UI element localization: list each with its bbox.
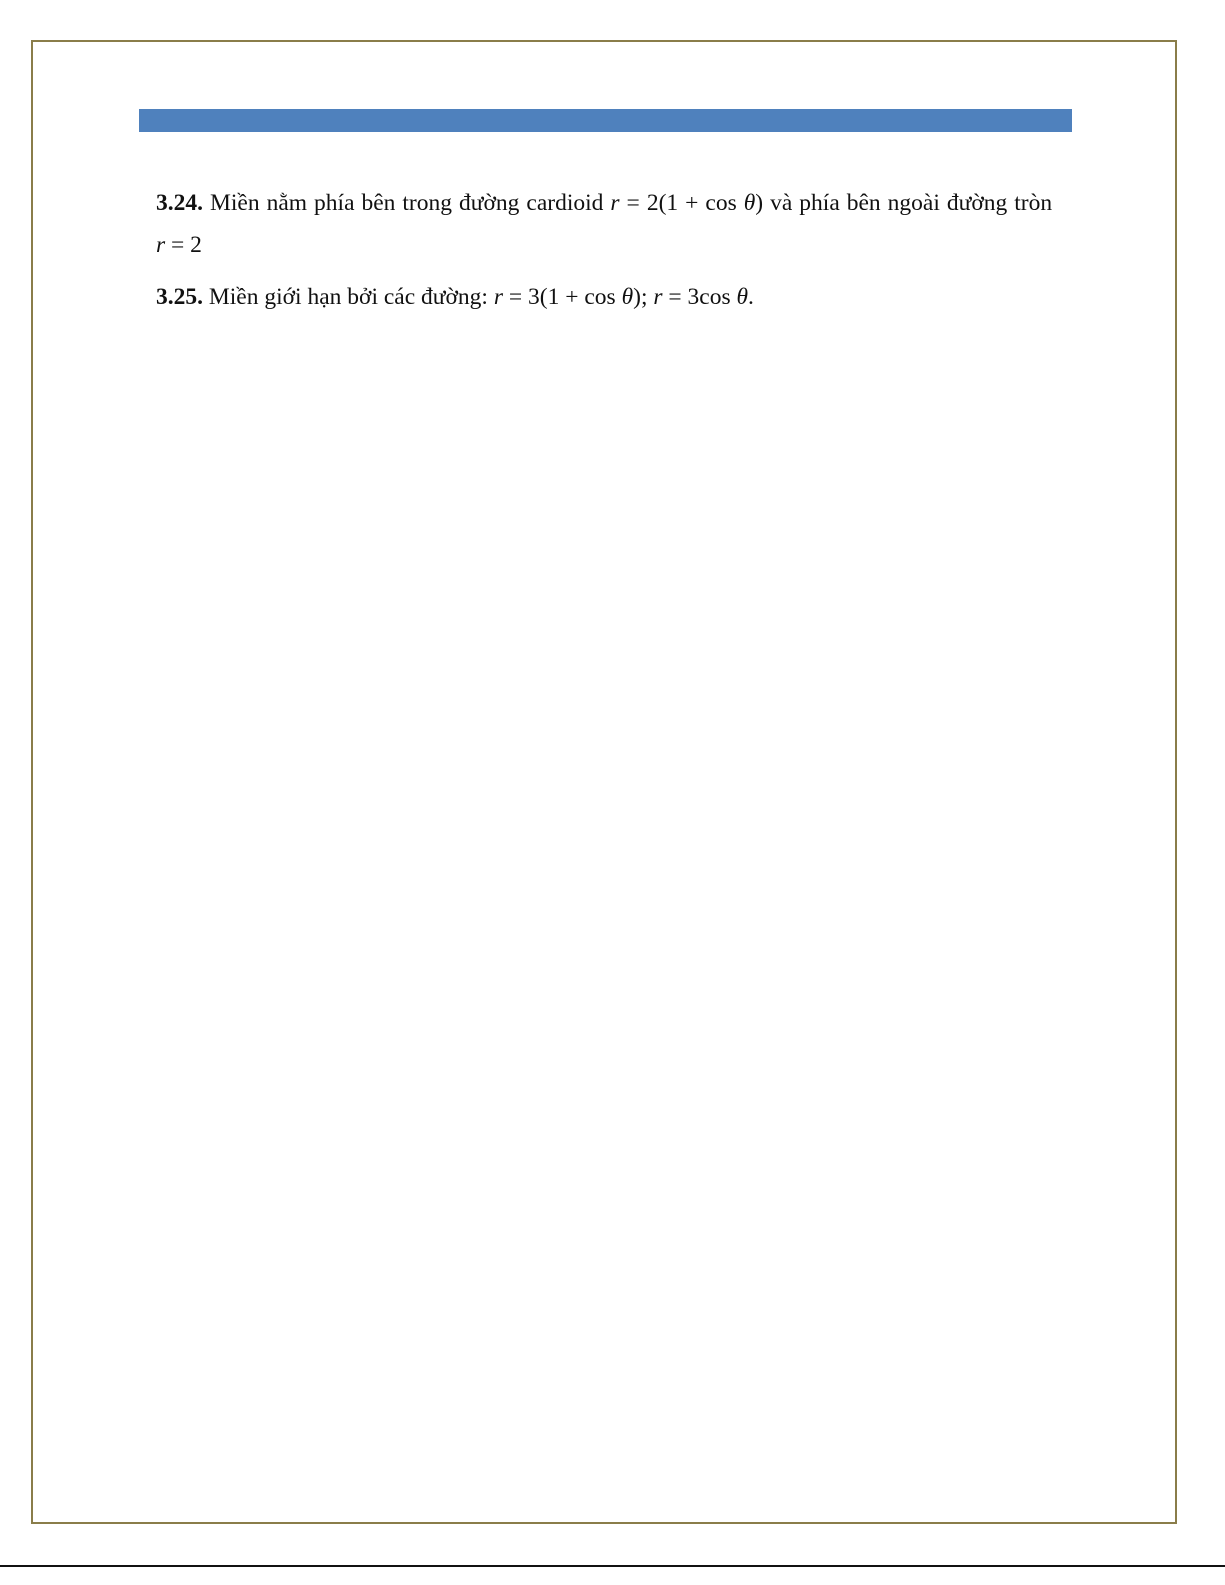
problem-3-24 xyxy=(156,182,1052,266)
problem-3-25 xyxy=(156,276,1052,318)
problem-number: 3.24. xyxy=(156,190,203,216)
math-formula: r = 3cos θ xyxy=(653,284,749,310)
math-formula: r = 2(1 + cos θ) xyxy=(610,190,764,216)
end-punctuation: . xyxy=(748,284,754,310)
problem-text: và phía bên ngoài đường tròn xyxy=(770,190,1053,216)
header-bar xyxy=(139,109,1072,132)
document-body xyxy=(156,182,1052,318)
problem-text: Miền giới hạn bởi các đường: xyxy=(208,284,488,310)
math-formula: r = 2 xyxy=(156,232,202,258)
math-formula: r = 3(1 + cos θ) xyxy=(493,284,641,310)
separator: ; xyxy=(640,284,648,310)
problem-number: 3.25. xyxy=(156,284,203,310)
problem-text: Miền nằm phía bên trong đường cardioid xyxy=(210,190,604,216)
bottom-rule xyxy=(0,1565,1225,1567)
